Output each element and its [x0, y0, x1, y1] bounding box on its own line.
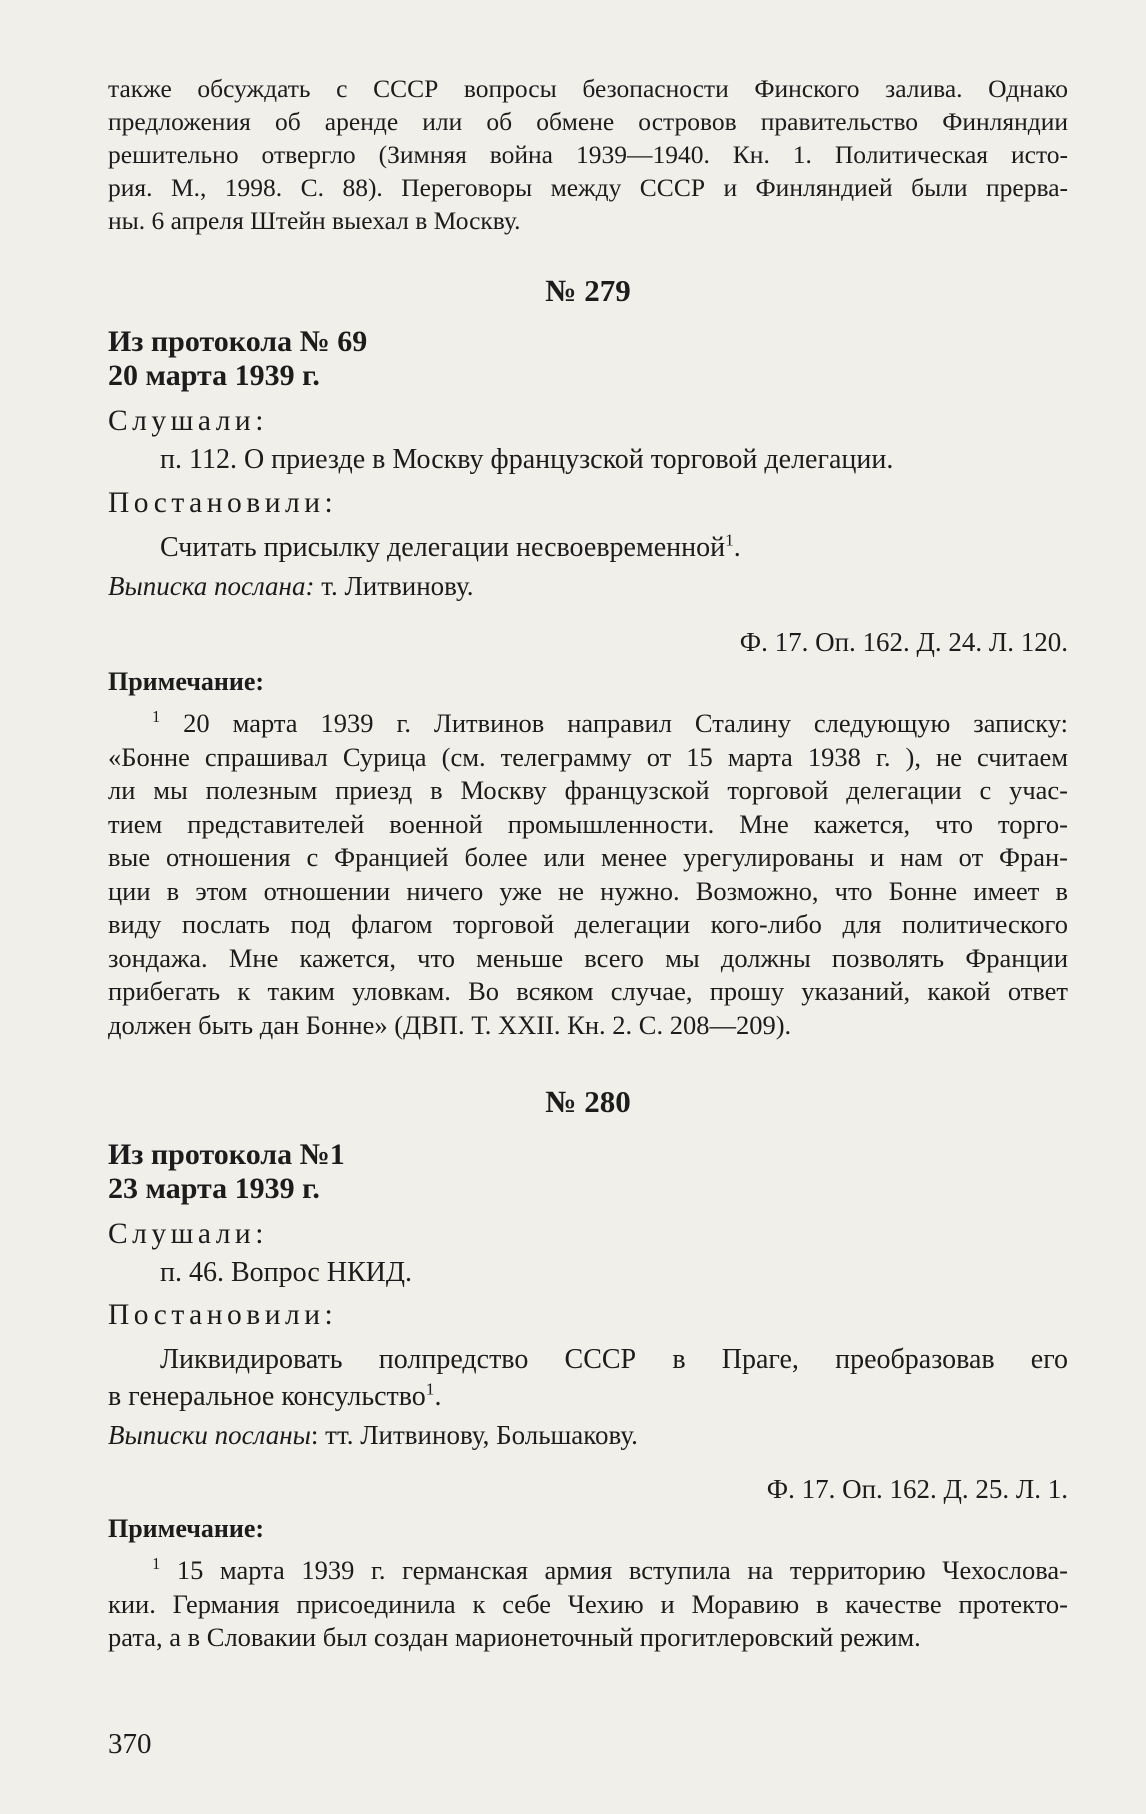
- note-line: зондажа. Мне кажется, что меньше всего мы должны позволять Франции: [108, 942, 1068, 973]
- footnote-ref: 1: [425, 1379, 435, 1399]
- note-line: ли мы полезным приезд в Москву французской торговой делегации с учас-: [108, 775, 1068, 805]
- document-280: [108, 1082, 1068, 1655]
- note-line: виду послать под флагом торговой делегации кого-либо для политического: [108, 909, 1068, 939]
- decision-end: .: [434, 1381, 442, 1412]
- note-line: должен быть дан Бонне» (ДВП. Т. XXII. Кн. 2. С. 208—209).: [108, 1009, 792, 1040]
- heard-item: п. 46. Вопрос НКИД.: [160, 1257, 412, 1288]
- note-first-line: 15 марта 1939 г. германская армия вступила на территорию Чехослова-: [176, 1555, 1068, 1585]
- protocol-date: 20 марта 1939 г.: [108, 359, 320, 392]
- decided-label: Постановили:: [108, 1299, 338, 1331]
- archive-reference: Ф. 17. Оп. 162. Д. 25. Л. 1.: [766, 1474, 1068, 1504]
- page-content: [108, 72, 1068, 1655]
- note-line: [108, 707, 1068, 741]
- note-line: тием представителей военной промышленности. Мне кажется, что торго-: [108, 808, 1068, 839]
- intro-line: предложения об аренде или об обмене островов правительство Финляндии: [108, 107, 1068, 136]
- intro-line: ны. 6 апреля Штейн выехал в Москву.: [108, 206, 521, 235]
- decision-text: [108, 529, 1068, 567]
- decision-line: Ликвидировать полпредство СССР в Праге, преобразовав его: [160, 1344, 1068, 1375]
- footnote-mark: 1: [152, 707, 161, 727]
- intro-line: рия. М., 1998. С. 88). Переговоры между СССР и Финляндией были прерва-: [108, 173, 1068, 202]
- archive-reference: Ф. 17. Оп. 162. Д. 24. Л. 120.: [739, 627, 1068, 657]
- protocol-title: Из протокола №1: [108, 1138, 345, 1171]
- note-line: кии. Германия присоединила к себе Чехию и Моравию в качестве протекто-: [108, 1588, 1068, 1619]
- sent-recipients: : тт. Литвинову, Большакову.: [310, 1420, 638, 1450]
- intro-line: решительно отвергло (Зимняя война 1939—1940. Кн. 1. Политическая исто-: [108, 140, 1068, 169]
- note-body: [108, 707, 1068, 1042]
- note-label: Примечание:: [108, 667, 265, 696]
- decision-end: .: [733, 532, 741, 563]
- protocol-date: 23 марта 1939 г.: [108, 1172, 320, 1205]
- sent-label: Выписки посланы: [108, 1420, 311, 1450]
- note-line: ции в этом отношении ничего уже не нужно. Возможно, что Бонне имеет в: [108, 875, 1068, 906]
- protocol-title: Из протокола № 69: [108, 325, 368, 358]
- note-line: [108, 1554, 1068, 1588]
- note-body: [108, 1554, 1068, 1655]
- document-number: № 279: [545, 273, 631, 308]
- note-first-line: 20 марта 1939 г. Литвинов направил Сталину следующую записку:: [183, 708, 1068, 738]
- sent-label: Выписка послана:: [108, 571, 315, 601]
- note-label: Примечание:: [108, 1514, 265, 1543]
- page-number: 370: [108, 1728, 152, 1760]
- intro-paragraph: [108, 72, 1068, 237]
- sent-line: [108, 1416, 1068, 1454]
- sent-line: [108, 567, 1068, 605]
- sent-recipients: т. Литвинову.: [314, 571, 474, 601]
- note-line: прибегать к таким уловкам. Во всяком случае, прошу указаний, какой ответ: [108, 976, 1068, 1006]
- intro-line: также обсуждать с СССР вопросы безопасности Финского залива. Однако: [108, 74, 1068, 103]
- decided-label: Постановили:: [108, 487, 338, 519]
- heard-label: Слушали:: [108, 1218, 268, 1250]
- note-line: «Бонне спрашивал Сурица (см. телеграмму от 15 марта 1938 г. ), не считаем: [108, 741, 1068, 772]
- note-line: вые отношения с Францией более или менее урегулированы и нам от Фран-: [108, 842, 1068, 872]
- document-279: [108, 271, 1068, 1042]
- heard-label: Слушали:: [108, 405, 268, 437]
- heard-item: п. 112. О приезде в Москву французской торговой делегации.: [160, 444, 894, 475]
- footnote-mark: 1: [152, 1554, 161, 1574]
- note-line: рата, а в Словакии был создан марионеточный прогитлеровский режим.: [108, 1622, 921, 1652]
- decision-line: [108, 1378, 1068, 1416]
- decision-body: в генеральное консульство: [108, 1381, 426, 1412]
- document-number: № 280: [545, 1084, 631, 1119]
- decision-body: Считать присылку делегации несвоевременной: [160, 532, 726, 563]
- footnote-ref: 1: [725, 530, 734, 550]
